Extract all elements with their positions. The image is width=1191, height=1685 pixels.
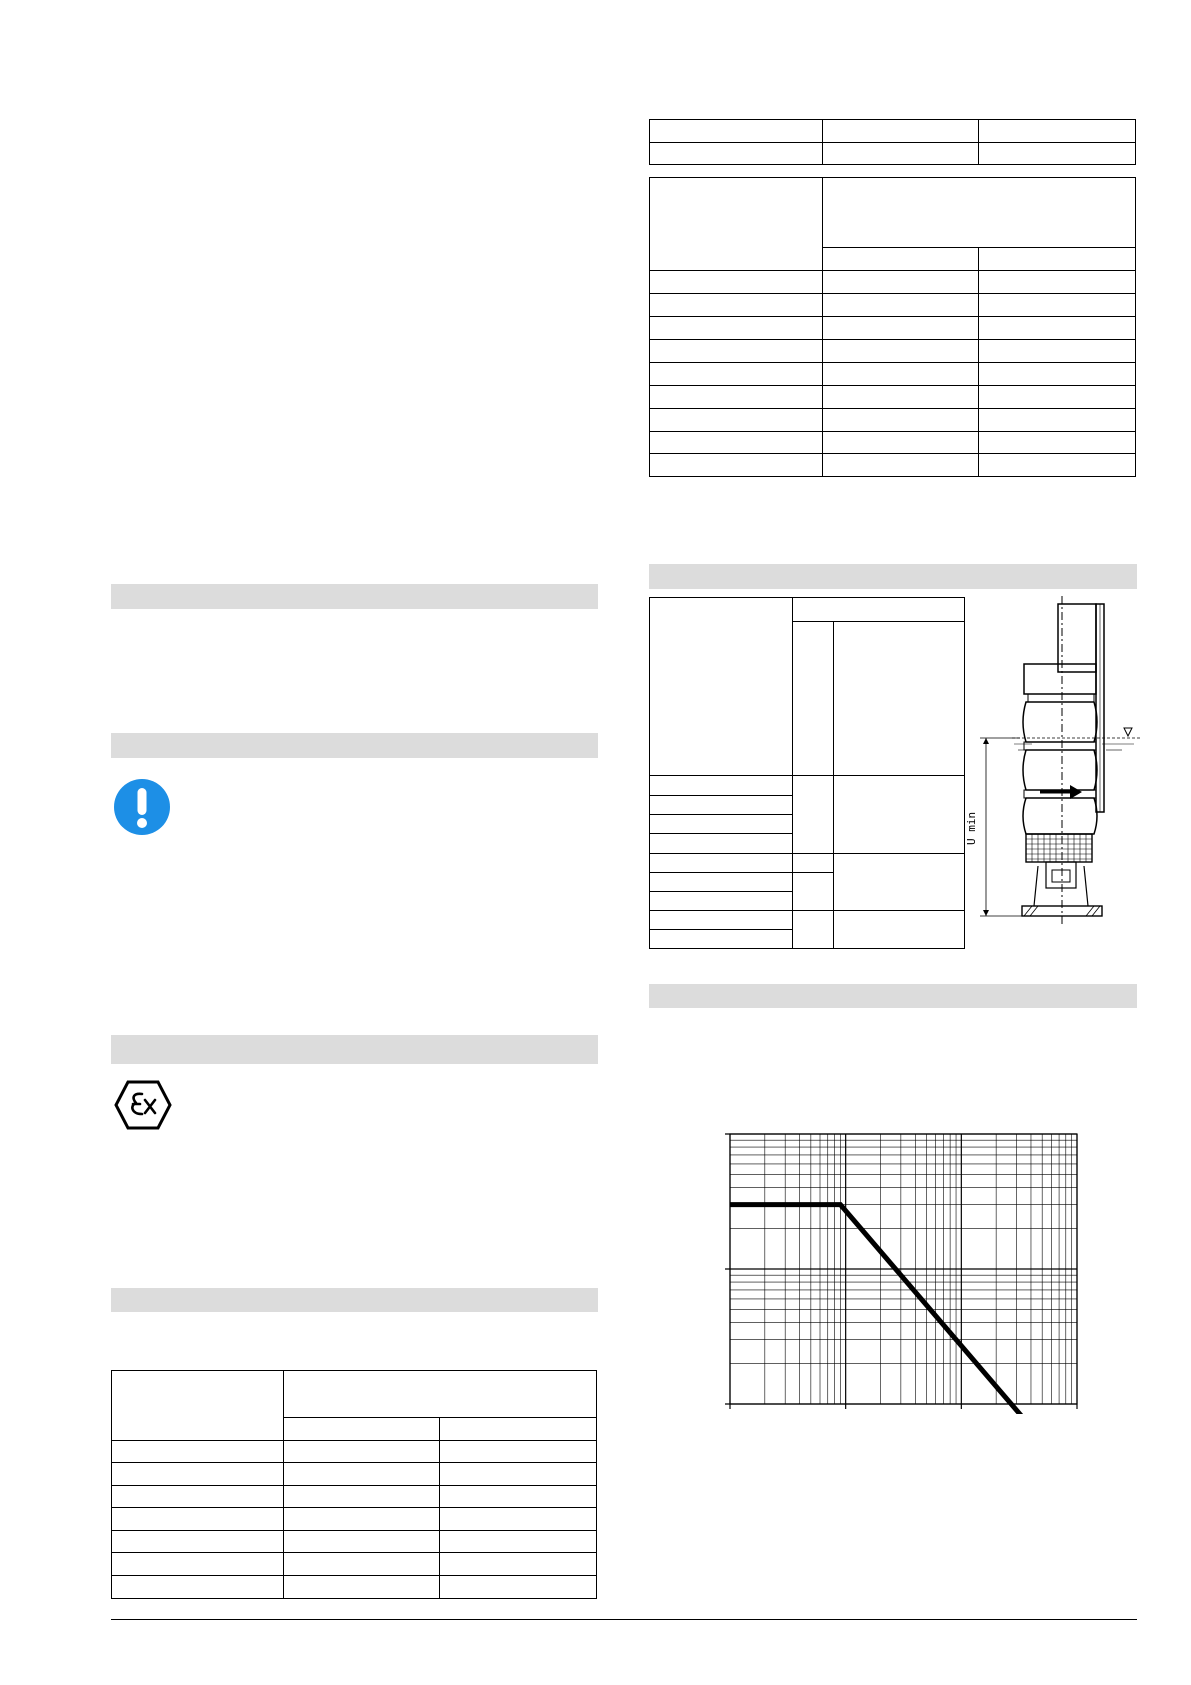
table-row (650, 363, 1136, 386)
section-bar (111, 1288, 598, 1312)
table-row (112, 1486, 597, 1508)
section-bar (111, 584, 598, 609)
table-row (650, 271, 1136, 294)
table-row (650, 854, 965, 873)
section-bar (649, 984, 1137, 1008)
table-row (112, 1576, 597, 1599)
table-header-cell (823, 178, 1136, 248)
table-row (650, 143, 1136, 165)
table-header-cell (284, 1418, 440, 1441)
table-row (650, 432, 1136, 454)
right-data-table (649, 177, 1136, 477)
table-header-cell (834, 622, 965, 776)
table-header-cell (650, 178, 823, 271)
table-row (650, 120, 1136, 143)
table-row (650, 454, 1136, 477)
explosion-protection-icon (114, 1080, 172, 1130)
table-header-cell (823, 248, 979, 271)
table-row (112, 1463, 597, 1486)
table-header-cell (979, 248, 1136, 271)
footer-rule (111, 1619, 1137, 1620)
table-row (112, 1508, 597, 1531)
loglog-chart (720, 1130, 1082, 1414)
left-data-table (111, 1370, 597, 1599)
table-row (112, 1441, 597, 1463)
section-bar (111, 1035, 598, 1064)
right-top-small-table (649, 119, 1136, 165)
table-row (112, 1553, 597, 1576)
table-row (650, 776, 965, 796)
pump-installation-drawing (972, 594, 1142, 926)
table-header-cell (112, 1371, 284, 1441)
table-row (650, 317, 1136, 340)
table-row (112, 1531, 597, 1553)
section-bar (649, 564, 1137, 589)
umin-dimension-label: U min (965, 811, 978, 845)
table-row (650, 911, 965, 930)
table-header-cell (793, 598, 965, 622)
exclamation-circle-icon (113, 778, 171, 836)
table-row (650, 340, 1136, 363)
table-row (650, 386, 1136, 409)
table-header-cell (793, 622, 834, 776)
table-row (650, 294, 1136, 317)
section-bar (111, 733, 598, 758)
series-line (730, 1205, 1077, 1414)
table-header-cell (440, 1418, 597, 1441)
table-header-cell (284, 1371, 597, 1418)
submergence-table (649, 597, 965, 949)
table-row (650, 409, 1136, 432)
table-header-cell (650, 598, 793, 776)
